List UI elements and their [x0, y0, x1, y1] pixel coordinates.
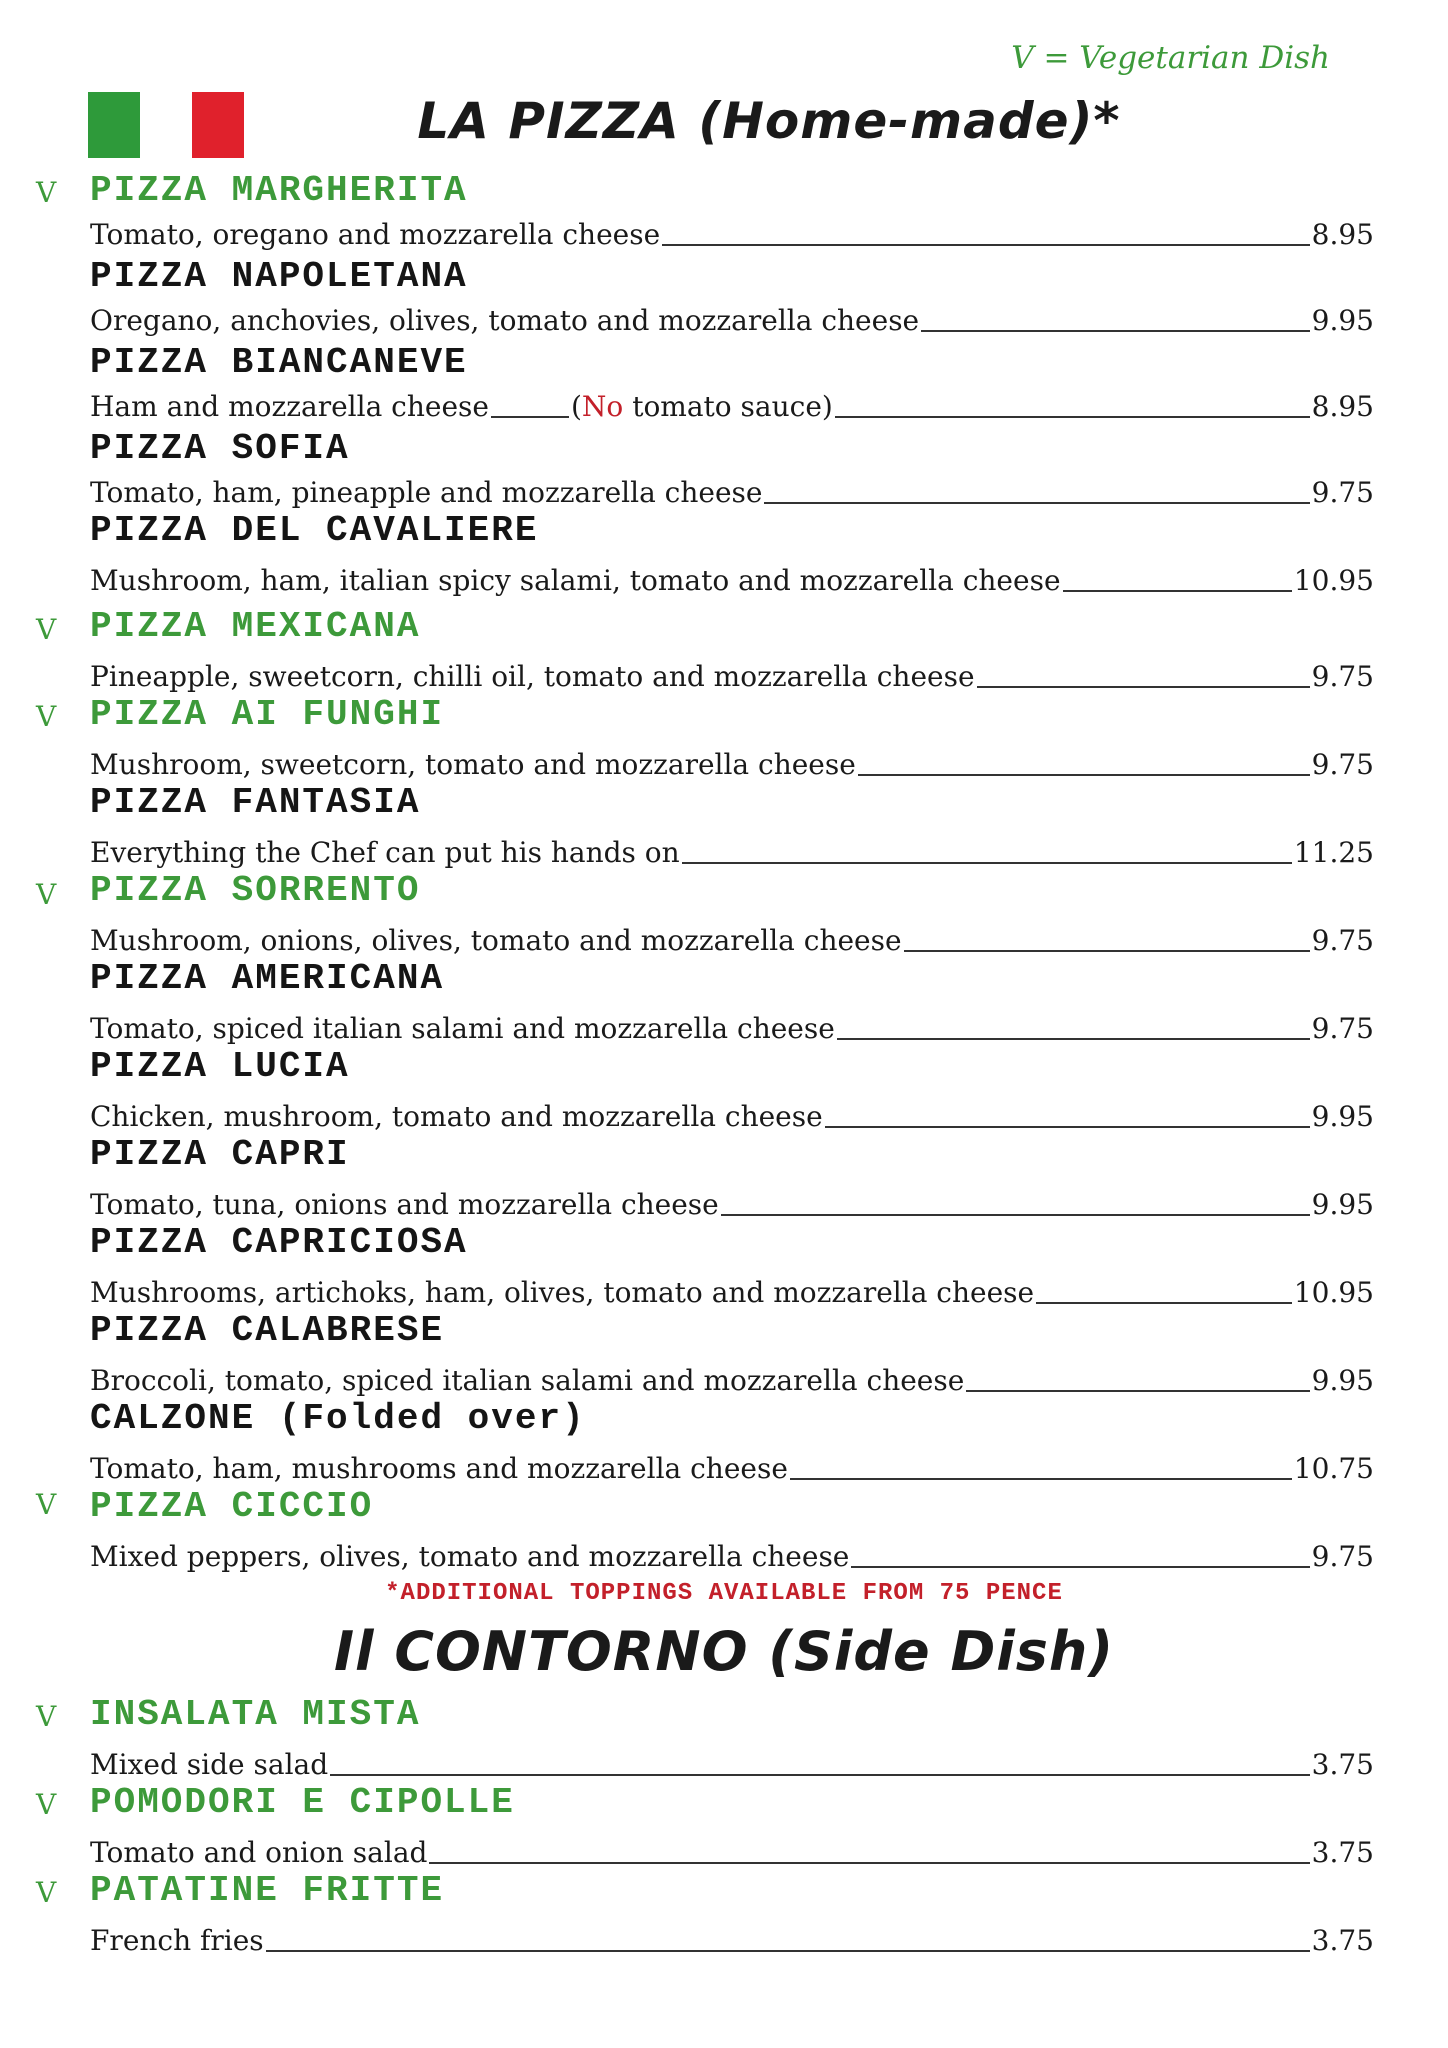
- menu-item-name: CALZONE (Folded over): [90, 1398, 586, 1439]
- menu-item-name: PIZZA MEXICANA: [90, 606, 421, 647]
- pizza-section-title: LA PIZZA (Home-made)*: [417, 92, 1121, 150]
- menu-item-name: PIZZA NAPOLETANA: [90, 256, 468, 297]
- description-text: tomato sauce): [632, 390, 833, 423]
- description-text: Mushroom, onions, olives, tomato and mozzarella cheese: [90, 924, 902, 957]
- price: 11.25: [1293, 836, 1374, 869]
- menu-item-description: [90, 836, 1374, 869]
- price: 8.95: [1311, 218, 1374, 251]
- menu-item-name: PIZZA AMERICANA: [90, 958, 445, 999]
- price: 9.95: [1311, 304, 1374, 337]
- menu-item-description: [90, 1364, 1374, 1397]
- description-text: Tomato, spiced italian salami and mozzarella cheese: [90, 1012, 835, 1045]
- description-text: Tomato, oregano and mozzarella cheese: [90, 218, 661, 251]
- menu-item-description: [90, 1012, 1374, 1045]
- menu-item-description: [90, 924, 1374, 957]
- menu-item-description: [90, 304, 1374, 337]
- side-dish-section-title: Il CONTORNO (Side Dish): [333, 1620, 1115, 1683]
- menu-item-description: [90, 564, 1374, 597]
- description-text: Mixed side salad: [90, 1748, 329, 1781]
- vegetarian-mark: V: [36, 1488, 57, 1521]
- menu-item-name: INSALATA MISTA: [90, 1694, 421, 1735]
- price: 9.75: [1311, 1540, 1374, 1573]
- menu-item-description: [90, 1276, 1374, 1309]
- price: 9.95: [1311, 1100, 1374, 1133]
- description-text: Everything the Chef can put his hands on: [90, 836, 680, 869]
- menu-item-name: PIZZA SOFIA: [90, 428, 350, 469]
- description-text: Tomato, ham, pineapple and mozzarella cheese: [90, 476, 763, 509]
- price: 3.75: [1311, 1924, 1374, 1957]
- price: 3.75: [1311, 1836, 1374, 1869]
- vegetarian-mark: V: [36, 1788, 57, 1821]
- menu-item-description: [90, 1188, 1374, 1221]
- price: 10.95: [1293, 1276, 1374, 1309]
- price: 3.75: [1311, 1748, 1374, 1781]
- price: 9.75: [1311, 660, 1374, 693]
- vegetarian-legend: V = Vegetarian Dish: [1011, 40, 1330, 76]
- vegetarian-mark: V: [36, 1876, 57, 1909]
- menu-item-name: PIZZA FANTASIA: [90, 782, 421, 823]
- menu-item-description: [90, 1452, 1374, 1485]
- additional-toppings-note: *ADDITIONAL TOPPINGS AVAILABLE FROM 75 PENCE: [385, 1580, 1063, 1607]
- menu-item-name: PIZZA CAPRICIOSA: [90, 1222, 468, 1263]
- menu-item-name: PIZZA CAPRI: [90, 1134, 350, 1175]
- price: 9.75: [1311, 748, 1374, 781]
- price: 10.75: [1293, 1452, 1374, 1485]
- vegetarian-mark: V: [36, 1700, 57, 1733]
- menu-item-name: PIZZA LUCIA: [90, 1046, 350, 1087]
- vegetarian-mark: V: [36, 700, 57, 733]
- menu-item-description: Ham and mozzarella cheese (No tomato sauce) 8.95: [90, 390, 1374, 423]
- description-text: Mushroom, ham, italian spicy salami, tomato and mozzarella cheese: [90, 564, 1061, 597]
- description-text: Tomato and onion salad: [90, 1836, 428, 1869]
- description-text: Ham and mozzarella cheese: [90, 390, 489, 423]
- price: 9.95: [1311, 1364, 1374, 1397]
- price: 10.95: [1293, 564, 1374, 597]
- price: 9.75: [1311, 1012, 1374, 1045]
- menu-item-description: [90, 660, 1374, 693]
- menu-item-description: [90, 476, 1374, 509]
- description-text: Oregano, anchovies, olives, tomato and mozzarella cheese: [90, 304, 920, 337]
- menu-item-name: PIZZA CALABRESE: [90, 1310, 445, 1351]
- vegetarian-mark: V: [36, 878, 57, 911]
- menu-item-description: [90, 1540, 1374, 1573]
- menu-item-description: [90, 1100, 1374, 1133]
- description-text: Chicken, mushroom, tomato and mozzarella cheese: [90, 1100, 823, 1133]
- price: 9.75: [1311, 476, 1374, 509]
- menu-item-name: PIZZA BIANCANEVE: [90, 342, 468, 383]
- price: 9.95: [1311, 1188, 1374, 1221]
- menu-item-name: PIZZA CICCIO: [90, 1486, 374, 1527]
- menu-item-name: PIZZA MARGHERITA: [90, 170, 468, 211]
- vegetarian-mark: V: [36, 613, 57, 646]
- description-text: Tomato, tuna, onions and mozzarella cheese: [90, 1188, 719, 1221]
- menu-item-description: [90, 218, 1374, 251]
- menu-item-name: POMODORI E CIPOLLE: [90, 1782, 515, 1823]
- description-text: Broccoli, tomato, spiced italian salami and mozzarella cheese: [90, 1364, 965, 1397]
- vegetarian-mark: V: [36, 176, 57, 209]
- menu-item-name: PIZZA SORRENTO: [90, 870, 421, 911]
- menu-item-description: [90, 1924, 1374, 1957]
- menu-item-description: [90, 748, 1374, 781]
- menu-item-name: PIZZA DEL CAVALIERE: [90, 510, 539, 551]
- menu-item-description: [90, 1748, 1374, 1781]
- menu-item-name: PATATINE FRITTE: [90, 1870, 445, 1911]
- menu-item-name: PIZZA AI FUNGHI: [90, 694, 445, 735]
- no-tomato-highlight: No: [581, 390, 624, 423]
- price: 9.75: [1311, 924, 1374, 957]
- menu-item-description: [90, 1836, 1374, 1869]
- description-text: French fries: [90, 1924, 264, 1957]
- description-text: Mixed peppers, olives, tomato and mozzarella cheese: [90, 1540, 850, 1573]
- description-text: Tomato, ham, mushrooms and mozzarella cheese: [90, 1452, 788, 1485]
- description-text: Mushroom, sweetcorn, tomato and mozzarella cheese: [90, 748, 856, 781]
- description-text: Pineapple, sweetcorn, chilli oil, tomato and mozzarella cheese: [90, 660, 975, 693]
- price: 8.95: [1311, 390, 1374, 423]
- description-text: Mushrooms, artichoks, ham, olives, tomato and mozzarella cheese: [90, 1276, 1035, 1309]
